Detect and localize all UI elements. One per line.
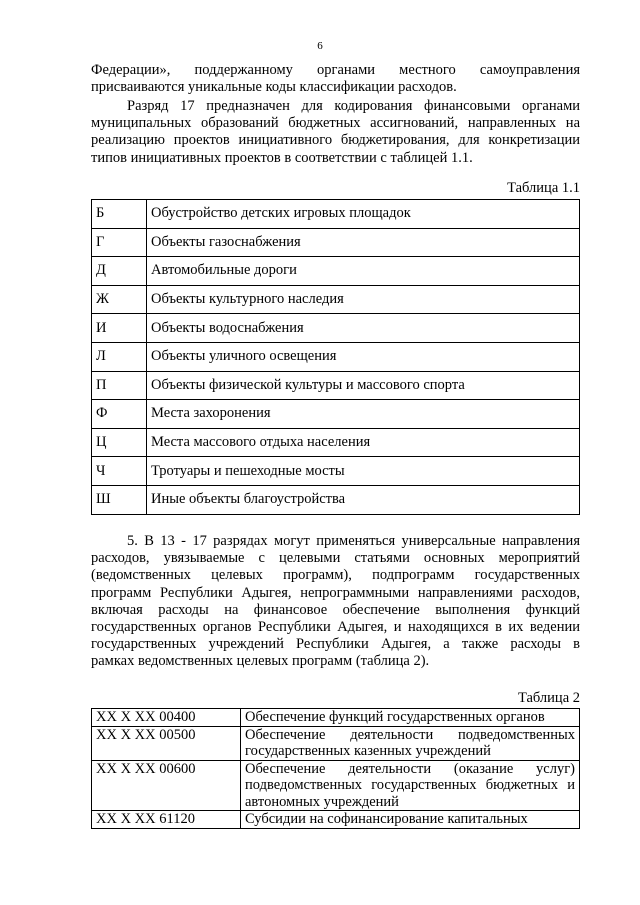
table-row	[92, 457, 580, 486]
table-row	[92, 726, 580, 760]
code-cell: П	[92, 371, 147, 400]
paragraph-2	[91, 98, 580, 167]
code-cell: Б	[92, 200, 147, 229]
table-row	[92, 709, 580, 727]
description-cell	[241, 709, 580, 727]
name-cell: Объекты уличного освещения	[147, 342, 580, 371]
text-line: государственных казенных учреждений	[245, 743, 491, 759]
description-cell	[241, 811, 580, 829]
table-row	[92, 285, 580, 314]
paragraph-1	[91, 62, 580, 96]
text-line: государственных органов Республики Адыгея, и находящихся в их ведении	[91, 619, 580, 636]
text-line: 5. В 13 - 17 разрядах могут применяться универсальные направления	[127, 533, 580, 549]
code-cell: XX X XX 00600	[92, 760, 241, 811]
name-cell: Объекты физической культуры и массового спорта	[147, 371, 580, 400]
text-line: подведомственных государственных бюджетных и	[245, 777, 575, 793]
table-2	[91, 708, 580, 829]
text-line: Обеспечение функций государственных органов	[245, 709, 545, 725]
code-cell: Ч	[92, 457, 147, 486]
name-cell: Тротуары и пешеходные мосты	[147, 457, 580, 486]
text-line: присваиваются уникальные коды классификации расходов.	[91, 79, 457, 96]
name-cell: Места массового отдыха населения	[147, 428, 580, 457]
text-line: Обеспечение деятельности подведомственных	[245, 726, 575, 743]
name-cell: Объекты водоснабжения	[147, 314, 580, 343]
name-cell: Объекты культурного наследия	[147, 285, 580, 314]
text-line: типов инициативных проектов в соответствии с таблицей 1.1.	[91, 149, 473, 166]
code-cell: Ж	[92, 285, 147, 314]
description-cell	[241, 760, 580, 811]
table-1-1-caption: Таблица 1.1	[507, 180, 580, 196]
name-cell: Иные объекты благоустройства	[147, 485, 580, 514]
table-2-caption: Таблица 2	[517, 690, 580, 706]
text-line: программ Республики Адыгея, непрограммными направлениями расходов,	[91, 584, 580, 601]
table-row	[92, 400, 580, 429]
code-cell: Ц	[92, 428, 147, 457]
text-line: расходов, увязываемые с целевыми статьями основных мероприятий	[91, 550, 580, 567]
text-line: Разряд 17 предназначен для кодирования финансовыми органами	[127, 98, 580, 114]
table-row	[92, 257, 580, 286]
text-line: государственных учреждений Республики Адыгея, а также расходы в	[91, 636, 580, 653]
text-line: автономных учреждений	[245, 793, 399, 810]
code-cell: XX X XX 61120	[92, 811, 241, 829]
code-cell: Г	[92, 228, 147, 257]
paragraph-3	[91, 533, 580, 671]
table-row	[92, 428, 580, 457]
table-row	[92, 811, 580, 829]
code-cell: Ш	[92, 485, 147, 514]
text-line: Субсидии на софинансирование капитальных	[245, 811, 528, 827]
name-cell: Автомобильные дороги	[147, 257, 580, 286]
text-line: муниципальных образований бюджетных ассигнований, направленных на	[91, 115, 580, 132]
table-row	[92, 342, 580, 371]
name-cell: Объекты газоснабжения	[147, 228, 580, 257]
text-line: Обеспечение деятельности (оказание услуг)	[245, 760, 575, 777]
table-row	[92, 228, 580, 257]
table-row	[92, 200, 580, 229]
text-line: реализацию проектов инициативного бюджетирования, для конкретизации	[91, 132, 580, 149]
code-cell: XX X XX 00400	[92, 709, 241, 727]
code-cell: И	[92, 314, 147, 343]
text-line: включая расходы на финансовое обеспечение выполнения функций	[91, 601, 580, 618]
table-row	[92, 485, 580, 514]
table-1-1	[91, 199, 580, 515]
table-row	[92, 371, 580, 400]
text-line: Федерации», поддержанному органами местного самоуправления	[91, 62, 580, 78]
description-cell	[241, 726, 580, 760]
code-cell: XX X XX 00500	[92, 726, 241, 760]
name-cell: Обустройство детских игровых площадок	[147, 200, 580, 229]
table-row	[92, 760, 580, 811]
text-line: рамках ведомственных целевых программ (таблица 2).	[91, 653, 430, 670]
text-line: (ведомственных целевых программ), подпрограмм государственных	[91, 567, 580, 584]
code-cell: Д	[92, 257, 147, 286]
page-number: 6	[317, 40, 323, 52]
name-cell: Места захоронения	[147, 400, 580, 429]
code-cell: Ф	[92, 400, 147, 429]
code-cell: Л	[92, 342, 147, 371]
table-row	[92, 314, 580, 343]
